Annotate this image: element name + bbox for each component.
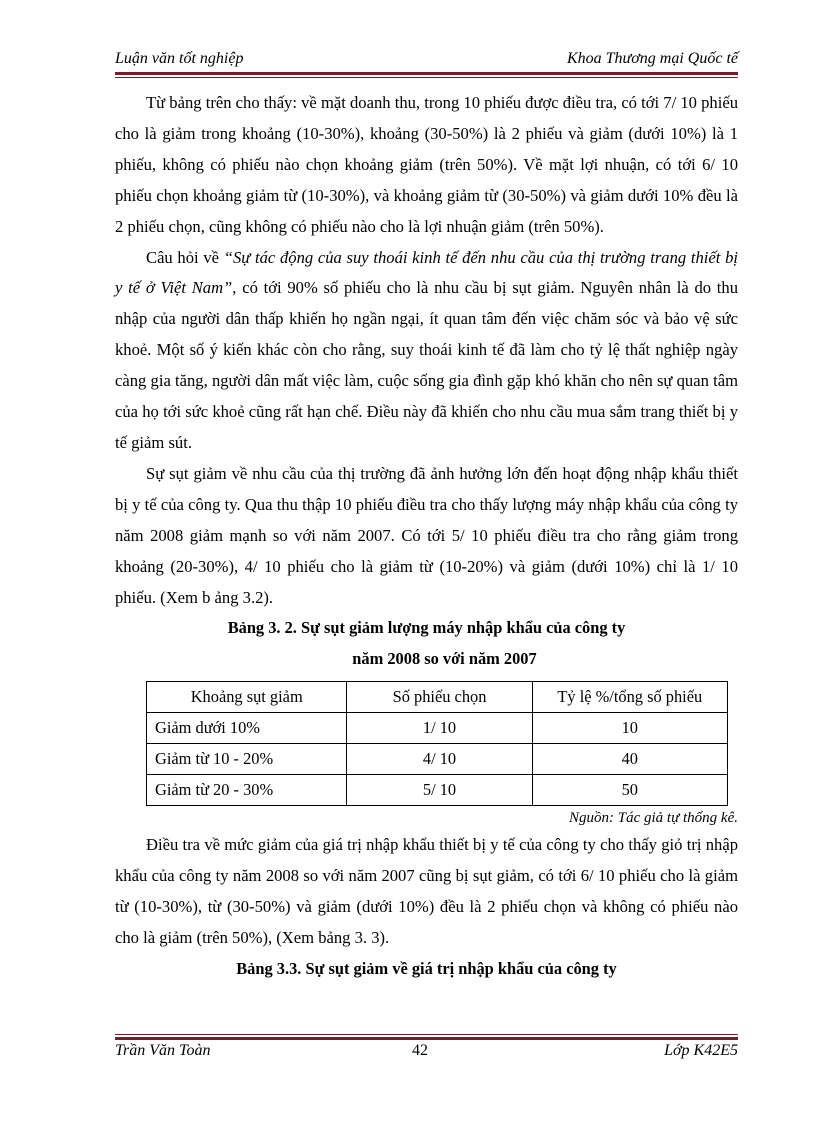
column-header-votes: Số phiếu chọn — [347, 682, 532, 713]
footer-author: Trần Văn Toàn — [115, 1042, 211, 1059]
table-row — [147, 713, 728, 744]
column-header-range: Khoảng sụt giảm — [147, 682, 347, 713]
document-body — [115, 88, 738, 985]
table-3-2 — [146, 681, 728, 806]
table-3-3-caption: Bảng 3.3. Sự sụt giảm về giá trị nhập khẩu của công ty — [236, 958, 617, 978]
table-header-row — [147, 682, 728, 713]
table-row — [147, 775, 728, 806]
cell-votes: 1/ 10 — [347, 713, 532, 744]
paragraph-import-value: Điều tra về mức giảm của giá trị nhập khẩu thiết bị y tế của công ty cho thấy giỏ trị nhập khẩu của công ty năm 2008 so với năm 2007 cũng bị sụt giảm, có tới 6/ 10 phiếu cho là giảm từ (10-30%), từ (30-50%) và giảm (dưới 10%) đều là 2 phiếu chọn và không có phiếu nào cho là giảm (trên 50%), (Xem bảng 3. 3). — [115, 835, 738, 947]
cell-votes: 4/ 10 — [347, 744, 532, 775]
table-source-note: Nguồn: Tác giả tự thống kê. — [569, 810, 738, 827]
header-divider-thin — [115, 77, 738, 78]
header-faculty-label: Khoa Thương mại Quốc tế — [566, 50, 738, 67]
paragraph-revenue-profit: Từ bảng trên cho thấy: về mặt doanh thu, trong 10 phiếu được điều tra, có tới 7/ 10 phiếu cho là giảm trong khoảng (10-30%), khoảng (30-50%) là 2 phiếu và giảm (dưới 10%) là 1 phiếu, không có phiếu nào chọn khoảng giảm (trên 50%). Về mặt lợi nhuận, có tới 6/ 10 phiếu chọn khoảng giảm từ (10-30%), và khoảng giảm từ (30-50%) và giảm dưới 10% đều là 2 phiếu chọn, cũng không có phiếu nào cho là lợi nhuận giảm (trên 50%). — [115, 93, 738, 236]
paragraph-quote: “Sự tác động của suy thoái kinh tế đến nhu cầu của thị trường trang thiết bị y tế ở Việt Nam” — [115, 247, 738, 298]
page-header — [115, 48, 738, 72]
table-3-2-caption-subtitle: năm 2008 so với năm 2007 — [352, 649, 537, 669]
footer-class: Lớp K42E5 — [664, 1042, 738, 1059]
column-header-percent: Tỷ lệ %/tổng số phiếu — [532, 682, 727, 713]
paragraph-demand-impact — [115, 243, 738, 459]
paragraph-lead: Câu hỏi về — [146, 247, 224, 267]
page-number: 42 — [412, 1042, 428, 1059]
header-thesis-label: Luận văn tốt nghiệp — [115, 50, 244, 67]
header-divider-thick — [115, 72, 738, 75]
cell-range: Giảm từ 20 - 30% — [147, 775, 347, 806]
cell-votes: 5/ 10 — [347, 775, 532, 806]
footer-divider-thin — [115, 1034, 738, 1035]
cell-percent: 50 — [532, 775, 727, 806]
page-footer — [115, 1040, 738, 1064]
cell-percent: 40 — [532, 744, 727, 775]
paragraph-rest: , có tới 90% số phiếu cho là nhu cầu bị sụt giảm. Nguyên nhân là do thu nhập của người dân thấp khiến họ ngần ngại, ít quan tâm đến việc chăm sóc và bảo vệ sức khoẻ. Một số ý kiến khác còn cho rằng, suy thoái kinh tế đã làm cho tỷ lệ thất nghiệp ngày càng gia tăng, người dân mất việc làm, cuộc sống gia đình gặp khó khăn cho nên sự quan tâm của họ tới sức khoẻ cũng rất hạn chế. Điều này đã khiến cho nhu cầu mua sắm trang thiết bị y tế giảm sút. — [115, 278, 739, 452]
cell-range: Giảm dưới 10% — [147, 713, 347, 744]
table-3-2-caption: Bảng 3. 2. Sự sụt giảm lượng máy nhập khẩu của công ty — [227, 618, 626, 638]
cell-range: Giảm từ 10 - 20% — [147, 744, 347, 775]
cell-percent: 10 — [532, 713, 727, 744]
table-row — [147, 744, 728, 775]
paragraph-import-volume: Sự sụt giảm về nhu cầu của thị trường đã ảnh hưởng lớn đến hoạt động nhập khẩu thiết bị y tế của công ty. Qua thu thập 10 phiếu điều tra cho thấy lượng máy nhập khẩu của công ty năm 2008 giảm mạnh so với năm 2007. Có tới 5/ 10 phiếu điều tra cho rằng giảm trong khoảng (20-30%), 4/ 10 phiếu cho là giảm từ (10-20%) và giảm (dưới 10%) chỉ là 1/ 10 phiếu. (Xem b ảng 3.2). — [115, 463, 738, 607]
